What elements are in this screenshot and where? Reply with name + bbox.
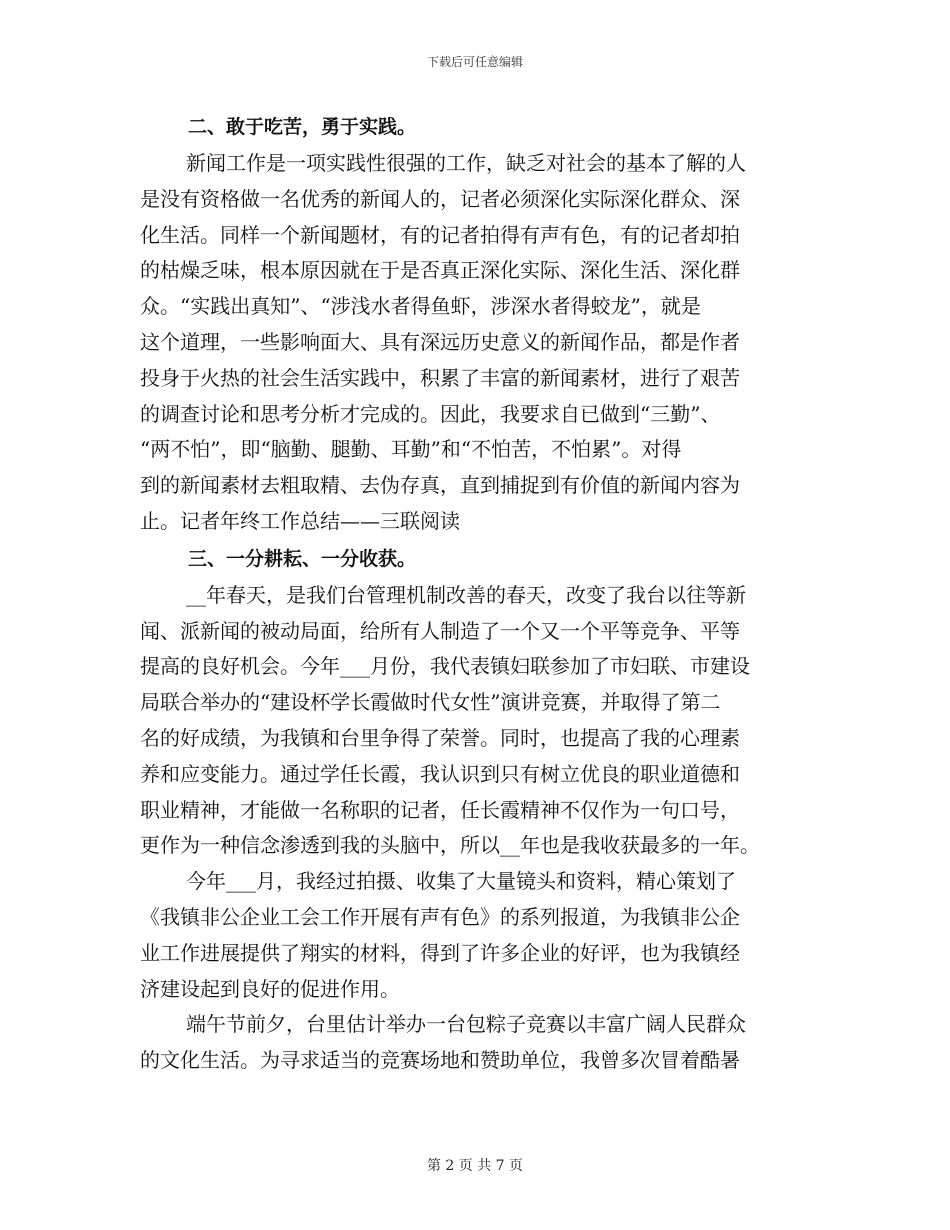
- paragraph-line: 众。“实践出真知”、“涉浅水者得鱼虾，涉深水者得蛟龙”，就是: [140, 294, 701, 319]
- paragraph-line: 《我镇非公企业工会工作开展有声有色》的系列报道，为我镇非公企: [140, 904, 740, 929]
- paragraph-line: 更作为一种信念渗透到我的头脑中，所以__年也是我收获最多的一年。: [140, 833, 760, 858]
- paragraph-line: 止。记者年终工作总结——三联阅读: [140, 508, 460, 533]
- paragraph-line: 名的好成绩，为我镇和台里争得了荣誉。同时，也提高了我的心理素: [140, 725, 740, 750]
- paragraph-line: 的调查讨论和思考分析才完成的。因此，我要求自已做到“三勤”、: [140, 401, 721, 426]
- paragraph-line: 这个道理，一些影响面大、具有深远历史意义的新闻作品，都是作者: [140, 329, 740, 354]
- paragraph-line: 养和应变能力。通过学任长霞，我认识到只有树立优良的职业道德和: [140, 761, 740, 786]
- page-footer: 第 2 页 共 7 页: [426, 1158, 524, 1174]
- paragraph: [140, 146, 810, 540]
- paragraph-line: 到的新闻素材去粗取精、去伪存真，直到捕捉到有价值的新闻内容为: [140, 473, 740, 498]
- paragraph-line: 闻、派新闻的被动局面，给所有人制造了一个又一个平等竞争、平等: [140, 618, 740, 643]
- paragraph: [140, 578, 810, 864]
- paragraph-line: 业工作进展提供了翔实的材料，得到了许多企业的好评，也为我镇经: [140, 940, 740, 965]
- section-heading: 二、敢于吃苦，勇于实践。: [188, 116, 417, 138]
- document-body: [140, 108, 810, 1079]
- section-heading: 三、一分耕耘、一分收获。: [188, 547, 417, 570]
- paragraph-line: 济建设起到良好的促进作用。: [140, 976, 400, 1001]
- paragraph-line: 新闻工作是一项实践性很强的工作，缺乏对社会的基本了解的人: [186, 151, 746, 175]
- paragraph-line: 职业精神，才能做一名称职的记者，任长霞精神不仅作为一句口号，: [140, 797, 740, 822]
- paragraph-line: 的文化生活。为寻求适当的竞赛场地和赞助单位，我曾多次冒着酷暑: [140, 1048, 740, 1073]
- paragraph-line: 局联合举办的“建设杯学长霞做时代女性”演讲竞赛，并取得了第二: [140, 690, 721, 715]
- paragraph: [140, 1007, 810, 1079]
- page-header: 下载后可任意编辑: [426, 55, 523, 69]
- paragraph-line: 今年___月，我经过拍摄、收集了大量镜头和资料，精心策划了: [186, 869, 736, 894]
- paragraph-line: “两不怕”，即“脑勤、腿勤、耳勤”和“不怕苦，不怕累”。对得: [140, 437, 682, 462]
- paragraph-line: 提高的良好机会。今年___月份，我代表镇妇联参加了市妇联、市建设: [140, 654, 750, 679]
- paragraph-line: __年春天，是我们台管理机制改善的春天，改变了我台以往等新: [186, 582, 746, 607]
- paragraph-line: 的枯燥乏味，根本原因就在于是否真正深化实际、深化生活、深化群: [140, 258, 740, 283]
- paragraph-line: 化生活。同样一个新闻题材，有的记者拍得有声有色，有的记者却拍: [140, 222, 740, 247]
- paragraph-line: 端午节前夕，台里估计举办一台包粽子竞赛以丰富广阔人民群众: [186, 1012, 746, 1037]
- paragraph: [140, 864, 810, 1007]
- paragraph-line: 投身于火热的社会生活实践中，积累了丰富的新闻素材，进行了艰苦: [140, 365, 740, 390]
- paragraph-line: 是没有资格做一名优秀的新闻人的，记者必须深化实际深化群众、深: [140, 186, 740, 211]
